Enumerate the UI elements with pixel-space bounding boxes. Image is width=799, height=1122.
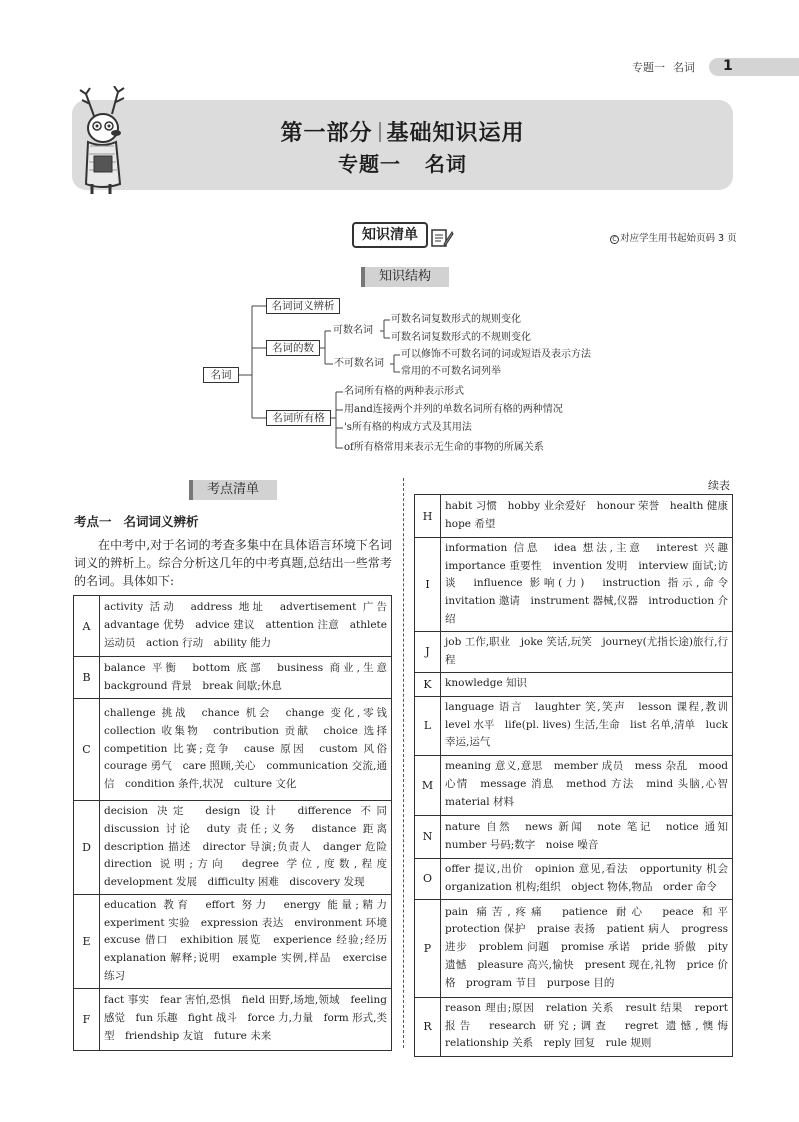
vocab-row — [74, 988, 392, 1050]
vocab-letter: F — [74, 988, 100, 1050]
mind-map-uncountable-item: 常用的不可数名词列举 — [401, 366, 501, 377]
vocab-words: reason 理由;原因 relation 关系 result 结果 report 报告 research 研究;调查 regret 遗憾,懊悔 relationship 关系 reply 回复 rule 规则 — [441, 997, 733, 1056]
vocab-words: information 信息 idea 想法,主意 interest 兴趣 importance 重要性 invention 发明 interview 面试;访谈 influence 影响(力) instruction 指示,命令 invitation 邀请 instrument 器械,仪器 introduction 介绍 — [441, 538, 733, 632]
vocab-words: decision 决定 design 设计 difference 不同 discussion 讨论 duty 责任;义务 distance 距离 description 描述 director 导演;负责人 danger 危险 direction 说明;方向 degree 学位,度数,程度 development 发展 difficulty 困难 discovery 发现 — [100, 801, 392, 895]
vocab-letter: R — [415, 997, 441, 1056]
mind-map-node-possessive: 名词所有格 — [266, 410, 331, 426]
vocab-letter: C — [74, 699, 100, 801]
vocab-words: pain 痛苦,疼痛 patience 耐心 peace 和平 protection 保护 praise 表扬 patient 病人 progress 进步 problem 问题 promise 承诺 pride 骄傲 pity 遗憾 pleasure 高兴,愉快 present 现在,礼物 price 价格 program 节目 purpose 目的 — [441, 899, 733, 997]
mind-map-uncountable: 不可数名词 — [334, 358, 384, 369]
table-continued-label: 续表 — [708, 479, 730, 492]
vocab-letter: A — [74, 596, 100, 657]
vocab-letter: K — [415, 672, 441, 696]
vocab-row — [415, 696, 733, 755]
banner-part: 第一部分 — [280, 121, 373, 146]
vocab-row — [74, 801, 392, 895]
vocab-letter: O — [415, 858, 441, 899]
vocab-letter: M — [415, 755, 441, 815]
checklist-badge: 知识清单 — [352, 222, 428, 248]
vocab-row — [74, 895, 392, 989]
reference-mark-icon: C — [610, 235, 619, 244]
vocab-row — [415, 755, 733, 815]
vocab-row — [415, 538, 733, 632]
vocab-words: education 教育 effort 努力 energy 能量;精力 experiment 实验 expression 表达 environment 环境 excuse 借口 exhibition 展览 experience 经验;经历 explanation 解释;说明 example 实例,样品 exercise 练习 — [100, 895, 392, 989]
vocab-row — [74, 699, 392, 801]
mind-map-countable-item: 可数名词复数形式的不规则变化 — [391, 332, 531, 343]
vocab-letter: B — [74, 657, 100, 699]
knowledge-structure-label: 知识结构 — [361, 267, 449, 287]
vocab-letter: N — [415, 815, 441, 858]
vocab-words: challenge 挑战 chance 机会 change 变化,零钱 collection 收集物 contribution 贡献 choice 选择 competition 比赛;竞争 cause 原因 custom 风俗 courage 勇气 care 照顾,关心 communication 交流,通信 condition 条件,状况 culture 文化 — [100, 699, 392, 801]
mind-map-possessive-item: 用and连接两个并列的单数名词所有格的两种情况 — [344, 404, 563, 415]
vocab-letter: H — [415, 495, 441, 538]
vocab-words: activity 活动 address 地址 advertisement 广告 advantage 优势 advice 建议 attention 注意 athlete 运动员 action 行动 ability 能力 — [100, 596, 392, 657]
vocab-words: knowledge 知识 — [441, 672, 733, 696]
vocab-row — [415, 997, 733, 1056]
column-divider — [403, 478, 404, 1048]
vocab-words: habit 习惯 hobby 业余爱好 honour 荣誉 health 健康 hope 希望 — [441, 495, 733, 538]
vocab-table-left — [73, 595, 398, 1051]
mind-map-node-meaning: 名词词义辨析 — [266, 298, 340, 314]
vocab-table-right — [414, 494, 739, 1057]
mind-map-possessive-item: 名词所有格的两种表示形式 — [344, 386, 464, 397]
banner-subtitle: 专题一 名词 — [338, 152, 467, 176]
vocab-words: language 语言 laughter 笑,笑声 lesson 课程,教训 level 水平 life(pl. lives) 生活,生命 list 名单,清单 luck 幸运,运气 — [441, 696, 733, 755]
vocab-letter: J — [415, 631, 441, 672]
mind-map-possessive-item: 's所有格的构成方式及其用法 — [344, 422, 472, 433]
header-topic: 名词 — [673, 61, 695, 74]
intro-text: 在中考中,对于名词的考查多集中在具体语言环境下名词词义的辨析上。综合分析这几年的中考真题,总结出一些常考的名词。具体如下: — [74, 538, 392, 588]
vocab-row — [74, 596, 392, 657]
vocab-row — [415, 899, 733, 997]
notebook-pen-icon — [430, 226, 454, 248]
exam-point-heading — [74, 512, 211, 530]
mind-map-possessive-item: of所有格常用来表示无生命的事物的所属关系 — [344, 442, 544, 453]
vocab-row — [415, 815, 733, 858]
vocab-words: balance 平衡 bottom 底部 business 商业,生意 background 背景 break 间歇;休息 — [100, 657, 392, 699]
exam-point-title: 名词词义辨析 — [123, 514, 199, 529]
vocab-letter: D — [74, 801, 100, 895]
vocab-row — [415, 672, 733, 696]
vocab-words: fact 事实 fear 害怕,恐惧 field 田野,场地,领域 feeling 感觉 fun 乐趣 fight 战斗 force 力,力量 form 形式,类型 friendship 友谊 future 未来 — [100, 988, 392, 1050]
vocab-words: meaning 意义,意思 member 成员 mess 杂乱 mood 心情 message 消息 method 方法 mind 头脑,心智 material 材料 — [441, 755, 733, 815]
intro-paragraph — [74, 536, 392, 590]
page-number: 1 — [723, 58, 733, 74]
vocab-words: offer 提议,出价 opinion 意见,看法 opportunity 机会 organization 机构;组织 object 物体,物品 order 命令 — [441, 858, 733, 899]
vocab-letter: E — [74, 895, 100, 989]
vocab-letter: L — [415, 696, 441, 755]
mind-map-countable: 可数名词 — [333, 325, 373, 336]
title-divider — [379, 122, 381, 142]
mind-map-root: 名词 — [203, 367, 239, 383]
vocab-letter: P — [415, 899, 441, 997]
banner-title — [72, 116, 733, 147]
exam-checklist-label: 考点清单 — [189, 480, 277, 500]
reference-text: 对应学生用书起始页码 3 页 — [620, 233, 737, 244]
vocab-letter: I — [415, 538, 441, 632]
header-section: 专题一 — [632, 61, 665, 74]
banner-part-title: 基础知识运用 — [386, 121, 525, 146]
mind-map-node-number: 名词的数 — [266, 340, 320, 356]
vocab-row — [415, 495, 733, 538]
page-number-tab — [709, 58, 799, 76]
mind-map-countable-item: 可数名词复数形式的规则变化 — [391, 314, 521, 325]
vocab-row — [74, 657, 392, 699]
vocab-words: job 工作,职业 joke 笑话,玩笑 journey(尤指长途)旅行,行程 — [441, 631, 733, 672]
exam-point-number: 考点一 — [74, 514, 112, 529]
vocab-row — [415, 858, 733, 899]
vocab-row — [415, 631, 733, 672]
mind-map-uncountable-item: 可以修饰不可数名词的词或短语及表示方法 — [401, 349, 591, 360]
textbook-reference-note — [610, 230, 737, 244]
vocab-words: nature 自然 news 新闻 note 笔记 notice 通知 number 号码;数字 noise 噪音 — [441, 815, 733, 858]
running-header — [632, 59, 703, 75]
